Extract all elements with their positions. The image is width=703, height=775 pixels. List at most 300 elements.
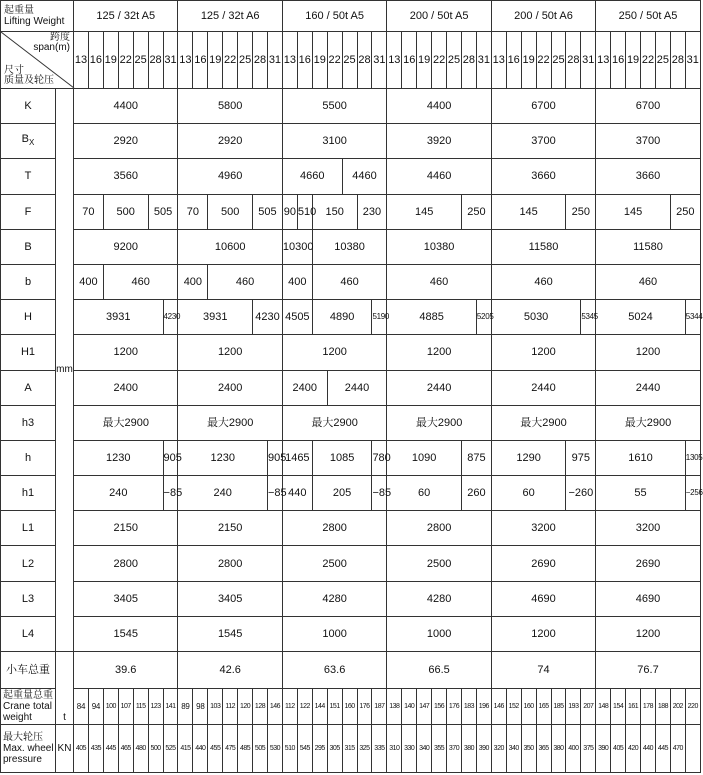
row-label [1,511,56,546]
value-cell: 405 [74,725,89,773]
value-cell: 440 [641,725,656,773]
value-cell: 2690 [596,546,700,581]
span-value: 25 [447,32,462,89]
value-cell: 1545 [74,616,178,651]
value-cell: 最大2900 [491,405,595,440]
value-cell: 460 [491,264,595,299]
value-cell: 530 [267,725,282,773]
value-cell: 380 [551,725,566,773]
row-label [1,89,56,124]
value-cell: 207 [581,689,596,725]
value-cell: 6700 [491,89,595,124]
value-cell: 365 [536,725,551,773]
value-cell: 151 [327,689,342,725]
value-cell: 2400 [74,370,178,405]
value-cell: 122 [297,689,312,725]
span-value: 22 [432,32,447,89]
value-cell: 375 [581,725,596,773]
span-value: 13 [491,32,506,89]
value-cell: 2400 [282,370,327,405]
spec-row-l4 [1,616,701,651]
value-cell: 5500 [282,89,386,124]
value-cell: 60 [387,476,462,511]
crane-total-cn: 起重量总重 [3,690,53,701]
value-cell: 123 [148,689,163,725]
span-value: 13 [74,32,89,89]
row-label-text: H [24,311,32,324]
value-cell: 4400 [74,89,178,124]
value-cell: 1465 [282,440,312,475]
span-value: 25 [655,32,670,89]
spec-row-l1 [1,511,701,546]
value-cell: 2690 [491,546,595,581]
spec-row-h [1,300,701,335]
value-cell: 2150 [74,511,178,546]
value-cell: 3560 [74,159,178,194]
value-cell: 4660 [282,159,342,194]
span-value: 22 [536,32,551,89]
group-header: 200 / 50t A6 [491,1,595,32]
value-cell: 10380 [312,229,387,264]
value-cell: 最大2900 [74,405,178,440]
value-cell: 440 [193,725,208,773]
row-label [1,405,56,440]
row-label [1,335,56,370]
value-cell: 5030 [491,300,581,335]
value-cell: 390 [596,725,611,773]
unit-mm: mm [56,89,74,652]
value-cell: 1545 [178,616,282,651]
size-label [4,66,54,86]
value-cell: 最大2900 [387,405,491,440]
value-cell: 1290 [491,440,566,475]
value-cell: 112 [223,689,238,725]
value-cell: 55 [596,476,686,511]
span-header-row [1,32,701,89]
value-cell: 145 [491,194,566,229]
value-cell: 370 [447,725,462,773]
value-cell: 120 [238,689,253,725]
value-cell: 70 [178,194,208,229]
value-cell: 250 [566,194,596,229]
value-cell: 310 [387,725,402,773]
value-cell: 3931 [178,300,253,335]
value-cell: 1085 [312,440,372,475]
value-cell: 202 [670,689,685,725]
value-cell: 455 [208,725,223,773]
spec-row-l3 [1,581,701,616]
value-cell: 最大2900 [596,405,700,440]
row-label [1,194,56,229]
value-cell: 1200 [178,335,282,370]
row-label-text: h1 [21,487,35,500]
value-cell: 4885 [387,300,477,335]
value-cell: 89 [178,689,193,725]
span-value: 22 [641,32,656,89]
value-cell: 107 [118,689,133,725]
group-header: 125 / 32t A5 [74,1,178,32]
value-cell: 5024 [596,300,686,335]
size-cn: 尺寸 [4,65,24,76]
value-cell: 510 [297,194,312,229]
spec-row-a [1,370,701,405]
value-cell [685,725,700,773]
value-cell: 4890 [312,300,372,335]
span-value: 16 [297,32,312,89]
value-cell: 390 [476,725,491,773]
value-cell: 4230 [253,300,283,335]
span-value: 25 [238,32,253,89]
value-cell: 161 [626,689,641,725]
header-row [1,1,701,32]
value-cell: 2800 [282,511,386,546]
row-label-text: h3 [21,416,35,429]
value-cell: 196 [476,689,491,725]
value-cell: 4460 [342,159,387,194]
value-cell: 154 [611,689,626,725]
value-cell: 188 [655,689,670,725]
value-cell: 147 [417,689,432,725]
value-cell: 975 [566,440,596,475]
spec-row-h1 [1,335,701,370]
value-cell: 315 [342,725,357,773]
spec-row-trolley [1,652,701,689]
row-label [1,546,56,581]
row-label-text: L3 [21,592,35,605]
value-cell: 260 [461,476,491,511]
value-cell: 3405 [74,581,178,616]
value-cell: 325 [357,725,372,773]
value-cell: 355 [432,725,447,773]
value-cell: 148 [596,689,611,725]
value-cell: 74 [491,652,595,689]
row-label-text: L1 [21,522,35,535]
spec-row-b [1,264,701,299]
group-header: 125 / 32t A6 [178,1,282,32]
value-cell: 11580 [491,229,595,264]
value-cell: 156 [432,689,447,725]
value-cell: 905 [163,440,178,475]
value-cell: 445 [655,725,670,773]
value-cell: 380 [461,725,476,773]
span-value: 28 [253,32,268,89]
value-cell: 400 [74,264,104,299]
value-cell: 460 [596,264,700,299]
value-cell: 460 [103,264,178,299]
span-label [33,33,70,53]
row-label [1,689,56,725]
value-cell: 525 [163,725,178,773]
value-cell: 500 [103,194,148,229]
row-label [1,476,56,511]
crane-total-en: Crane total weight [3,701,52,723]
value-cell: 405 [611,725,626,773]
value-cell: −256 [685,476,700,511]
value-cell: 400 [566,725,581,773]
value-cell: 5344 [685,300,700,335]
value-cell: 4505 [282,300,312,335]
spec-row-h3 [1,405,701,440]
value-cell: 最大2900 [178,405,282,440]
value-cell: 2440 [387,370,491,405]
span-value: 13 [596,32,611,89]
value-cell: 2500 [387,546,491,581]
unit-t: t [56,652,74,725]
spec-row-wheel-pressure [1,725,701,773]
span-value: 16 [506,32,521,89]
row-label-text: h [24,451,32,464]
value-cell: 1230 [178,440,268,475]
value-cell: 1305 [685,440,700,475]
value-cell: 2500 [282,546,386,581]
value-cell: 335 [372,725,387,773]
row-label [1,581,56,616]
value-cell: 2440 [491,370,595,405]
value-cell: 5345 [581,300,596,335]
span-value: 19 [103,32,118,89]
value-cell: −260 [566,476,596,511]
lifting-weight-en: Lifting Weight [4,16,65,27]
group-header: 250 / 50t A5 [596,1,700,32]
value-cell: 3931 [74,300,164,335]
group-header: 200 / 50t A5 [387,1,491,32]
row-label-text: T [24,170,32,183]
value-cell: 500 [208,194,253,229]
spec-row-l2 [1,546,701,581]
value-cell: 2800 [387,511,491,546]
value-cell: 1610 [596,440,686,475]
span-en: span(m) [33,42,70,53]
value-cell: 145 [596,194,671,229]
value-cell: 340 [417,725,432,773]
value-cell: 11580 [596,229,700,264]
value-cell: 1090 [387,440,462,475]
value-cell: 3405 [178,581,282,616]
value-cell: 3660 [491,159,595,194]
value-cell: 350 [521,725,536,773]
span-size-header [1,32,74,89]
value-cell: 150 [312,194,357,229]
value-cell: 435 [88,725,103,773]
value-cell: 340 [506,725,521,773]
value-cell: 420 [626,725,641,773]
value-cell: 465 [118,725,133,773]
wheel-cn: 最大轮压 [3,732,43,743]
value-cell: 185 [551,689,566,725]
value-cell: 6700 [596,89,700,124]
row-label-text: L4 [21,627,35,640]
span-value: 25 [551,32,566,89]
span-value: 16 [611,32,626,89]
value-cell: 10380 [387,229,491,264]
spec-row-k [1,89,701,124]
value-cell: 400 [178,264,208,299]
value-cell: 146 [491,689,506,725]
span-value: 31 [685,32,700,89]
spec-row-f [1,194,701,229]
span-value: 28 [357,32,372,89]
span-value: 22 [327,32,342,89]
value-cell: 460 [387,264,491,299]
row-label-text: B [24,240,32,253]
value-cell: 176 [447,689,462,725]
value-cell: 178 [641,689,656,725]
value-cell: 39.6 [74,652,178,689]
value-cell: 1200 [74,335,178,370]
value-cell: 100 [103,689,118,725]
value-cell: 1000 [387,616,491,651]
value-cell: 4960 [178,159,282,194]
value-cell: 4690 [491,581,595,616]
row-label-text: B [21,133,29,146]
row-label-text: K [24,100,32,113]
row-label [1,124,56,159]
value-cell: 875 [461,440,491,475]
value-cell: 500 [148,725,163,773]
value-cell: 1200 [387,335,491,370]
value-cell: 193 [566,689,581,725]
value-cell: −85 [372,476,387,511]
value-cell: 4460 [387,159,491,194]
value-cell: 1000 [282,616,386,651]
value-cell: 70 [74,194,104,229]
value-cell: 295 [312,725,327,773]
value-cell: 485 [238,725,253,773]
value-cell: 220 [685,689,700,725]
value-cell: 160 [342,689,357,725]
value-cell: 128 [253,689,268,725]
value-cell: 4280 [387,581,491,616]
value-cell: 5190 [372,300,387,335]
span-value: 25 [133,32,148,89]
value-cell: 2800 [178,546,282,581]
wheel-en: Max. wheel pressure [3,743,54,765]
span-value: 19 [208,32,223,89]
value-cell: 230 [357,194,387,229]
value-cell: 60 [491,476,566,511]
value-cell: 415 [178,725,193,773]
span-value: 28 [566,32,581,89]
value-cell: 780 [372,440,387,475]
value-cell: 5205 [476,300,491,335]
span-value: 31 [267,32,282,89]
row-label [1,616,56,651]
value-cell: 4690 [596,581,700,616]
value-cell: 400 [282,264,312,299]
value-cell: 505 [253,725,268,773]
value-cell: 94 [88,689,103,725]
value-cell: 176 [357,689,372,725]
span-value: 28 [461,32,476,89]
value-cell: 305 [327,725,342,773]
value-cell: 510 [282,725,297,773]
value-cell: 1200 [282,335,386,370]
value-cell: 76.7 [596,652,700,689]
span-value: 31 [476,32,491,89]
spec-row-crane-total [1,689,701,725]
value-cell: 460 [208,264,283,299]
lifting-weight-header [1,1,74,32]
value-cell: 240 [178,476,268,511]
value-cell: 3700 [596,124,700,159]
span-value: 22 [223,32,238,89]
value-cell: 9200 [74,229,178,264]
span-value: 31 [163,32,178,89]
value-cell: 98 [193,689,208,725]
span-value: 16 [193,32,208,89]
value-cell: 140 [402,689,417,725]
span-value: 19 [312,32,327,89]
value-cell: 1200 [596,335,700,370]
value-cell: 145 [387,194,462,229]
value-cell: 5800 [178,89,282,124]
value-cell: 63.6 [282,652,386,689]
value-cell: 10300 [282,229,312,264]
value-cell: 905 [267,440,282,475]
row-label [1,440,56,475]
value-cell: 460 [312,264,387,299]
row-label-text: H1 [20,346,36,359]
value-cell: 2440 [327,370,387,405]
row-label-sub: X [29,138,35,148]
value-cell: 165 [536,689,551,725]
value-cell: 187 [372,689,387,725]
value-cell: 84 [74,689,89,725]
value-cell: 2920 [74,124,178,159]
value-cell: 115 [133,689,148,725]
value-cell: 250 [670,194,700,229]
value-cell: 2150 [178,511,282,546]
value-cell: 2800 [74,546,178,581]
span-value: 16 [402,32,417,89]
span-value: 28 [670,32,685,89]
value-cell: 146 [267,689,282,725]
unit-kn: KN [56,725,74,773]
value-cell: 4400 [387,89,491,124]
value-cell: 152 [506,689,521,725]
value-cell: 1200 [491,335,595,370]
row-label [1,264,56,299]
value-cell: 4230 [163,300,178,335]
row-label-text: F [24,205,32,218]
value-cell: 2400 [178,370,282,405]
value-cell: 320 [491,725,506,773]
span-value: 25 [342,32,357,89]
value-cell: 505 [148,194,178,229]
value-cell: 183 [461,689,476,725]
value-cell: 1200 [491,616,595,651]
row-label [1,300,56,335]
value-cell: 445 [103,725,118,773]
value-cell: 3200 [596,511,700,546]
spec-row-h1 [1,476,701,511]
value-cell: 3700 [491,124,595,159]
row-label-text: L2 [21,557,35,570]
value-cell: 4280 [282,581,386,616]
span-value: 13 [282,32,297,89]
value-cell: 2920 [178,124,282,159]
spec-row-h [1,440,701,475]
span-value: 19 [417,32,432,89]
value-cell: 480 [133,725,148,773]
span-value: 22 [118,32,133,89]
value-cell: 141 [163,689,178,725]
value-cell: 330 [402,725,417,773]
value-cell: 250 [461,194,491,229]
value-cell: 205 [312,476,372,511]
value-cell: −85 [267,476,282,511]
spec-row-bx [1,124,701,159]
